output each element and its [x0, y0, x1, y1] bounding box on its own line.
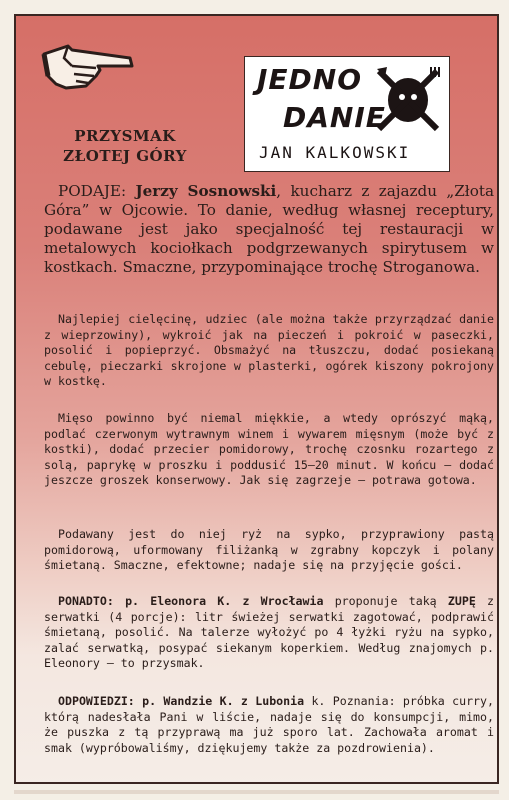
- title-line-2: ZŁOTEJ GÓRY: [63, 147, 187, 165]
- column-logo: [244, 56, 450, 172]
- recipe-paragraph-3-text: Podawany jest do niej ryż na sypko, przyprawiony pastą pomidorową, uformowany filiżanką w zgrabny kopczyk i polany śmietaną. Smaczne, efektowne; nadaje się na przyjęcie gości.: [44, 527, 494, 573]
- odpowiedzi-text: k. Poznania: próbka curry, którą nadesłała Pani w liście, nadaje się do konsumpcji, mimo, że puszka z tą przyprawą ma już sporo lat. Zachowała aromat i smak (wypróbowaliśmy, dziękujemy także za pozdrowienia).: [44, 694, 495, 755]
- ponadto-text-2: z serwatki (4 porcje): litr świeżej serwatki zagotować, podprawić śmietaną, posolić. Na talerze wyłożyć po 4 łyżki ryżu na sypko, zalać serwatką, posypać siekanym koperkiem. Według znajomych p. Eleonory — to przysmak.: [44, 594, 494, 671]
- cutlery-cross-icon: [373, 65, 443, 135]
- recipe-paragraph-2: [44, 411, 494, 489]
- lead-text: , kucharz z zajazdu „Złota Góra” w Ojcowie. To danie, według własnej receptury, podawane jest jako specjalność tej restauracji w metalowych kociołkach podgrzewanych spirytusem w kostkach. Smaczne, przypominające trochę Stroganowa.: [44, 182, 495, 276]
- article-title: [50, 126, 200, 166]
- recipe-paragraph-1: [44, 312, 494, 390]
- ponadto-label: PONADTO:: [58, 594, 114, 608]
- ponadto-section: [44, 594, 494, 672]
- title-line-1: PRZYSMAK: [74, 127, 176, 145]
- logo-word-jedno: JEDNO: [257, 63, 363, 96]
- odpowiedzi-section: [44, 694, 494, 756]
- article-frame: [14, 14, 499, 784]
- recipe-paragraph-3: [44, 527, 494, 574]
- recipe-paragraph-1-text: Najlepiej cielęcinę, udziec (ale można także przyrządzać danie z wieprzowiny), wykroić jak na pieczeń i pokroić w paseczki, posolić i popieprzyć. Obsmażyć na tłuszczu, dodać posiekaną cebulę, pieczarki skrojone w plasterki, ogórek kiszony pokrojony w kostkę.: [44, 312, 494, 389]
- pointing-hand-icon: [38, 36, 138, 96]
- lead-cook-name: Jerzy Sosnowski: [135, 182, 277, 200]
- odpowiedzi-person: p. Wandzie K. z Lubonia: [142, 694, 305, 708]
- odpowiedzi-label: ODPOWIEDZI:: [58, 694, 135, 708]
- logo-word-danie: DANIE: [283, 101, 386, 134]
- logo-author: JAN KALKOWSKI: [259, 143, 411, 162]
- ponadto-dish: ZUPĘ: [447, 594, 476, 608]
- lead-paragraph: [44, 182, 494, 277]
- recipe-paragraph-2-text: Mięso powinno być niemal miękkie, a wtedy oprószyć mąką, podlać czerwonym wytrawnym winem i wywarem mięsnym (może być z kostki), dodać przecier pomidorowy, trochę czosnku rozartego z solą, paprykę w proszku i poddusić 15—20 minut. W końcu — dodać jeszcze groszek konserwowy. Jak się zagrzeje — potrawa gotowa.: [44, 411, 494, 488]
- page-bottom-strip: [14, 790, 499, 794]
- ponadto-text-1: proponuje taką: [323, 594, 448, 608]
- lead-intro: PODAJE:: [58, 182, 127, 200]
- ponadto-person: p. Eleonora K. z Wrocławia: [125, 594, 324, 608]
